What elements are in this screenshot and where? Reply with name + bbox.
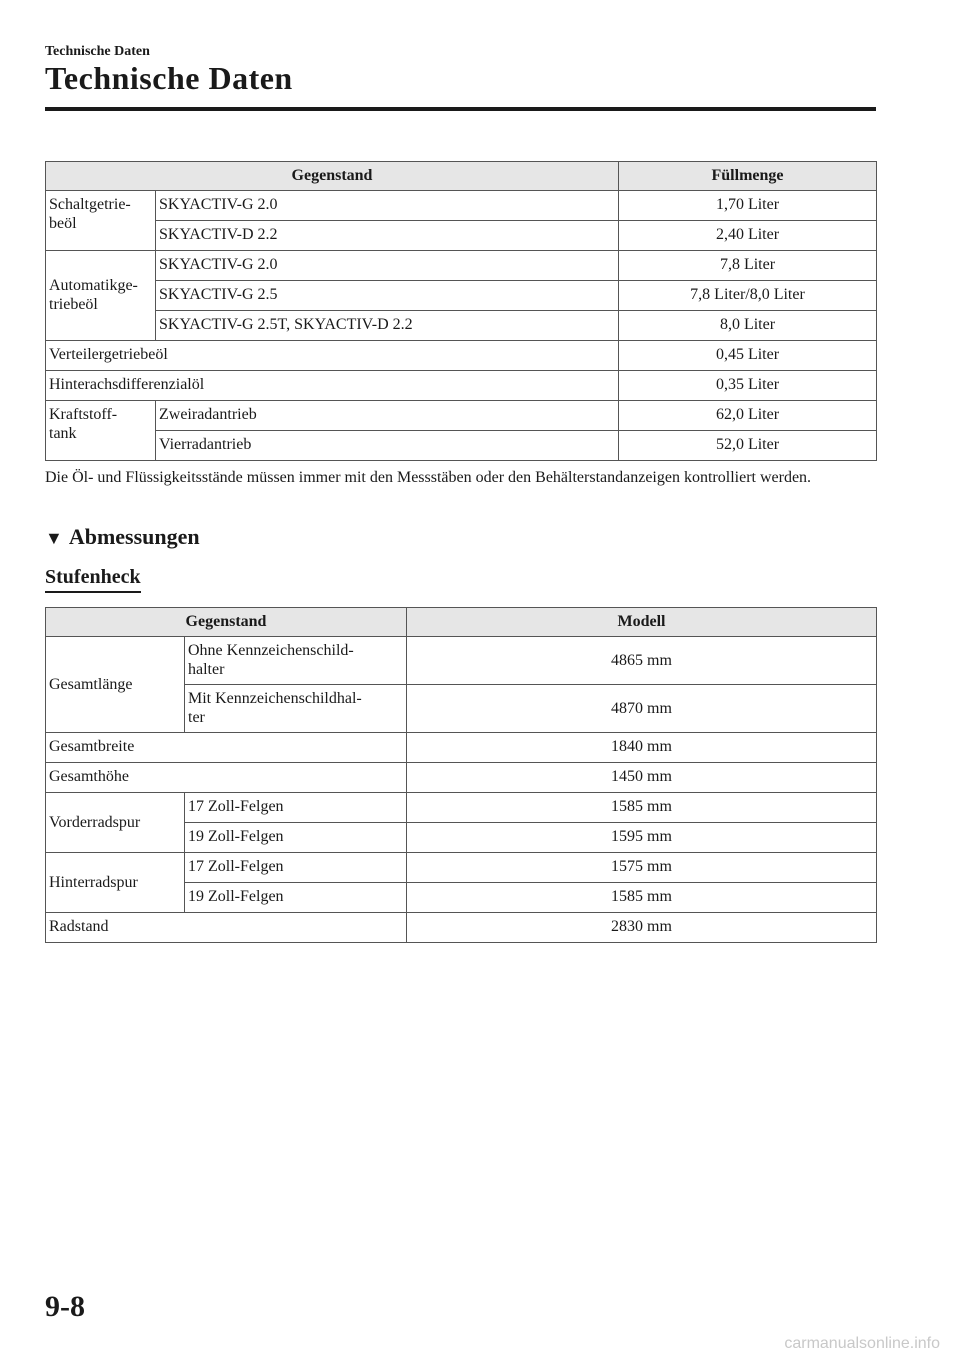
row-value: 1575 mm bbox=[407, 853, 877, 883]
column-header-item: Gegenstand bbox=[46, 608, 407, 637]
column-header-item: Gegenstand bbox=[46, 162, 619, 191]
triangle-down-icon: ▼ bbox=[45, 528, 63, 548]
table-row bbox=[46, 431, 877, 461]
group-label-automatic-gearbox: Automatikge- triebeöl bbox=[46, 251, 156, 341]
row-value: 7,8 Liter bbox=[619, 251, 877, 281]
row-item: Radstand bbox=[46, 913, 407, 943]
group-label-rear-track: Hinterradspur bbox=[46, 853, 185, 913]
table-row bbox=[46, 763, 877, 793]
table-row bbox=[46, 913, 877, 943]
row-value: 1595 mm bbox=[407, 823, 877, 853]
row-value: 8,0 Liter bbox=[619, 311, 877, 341]
page-number: 9-8 bbox=[45, 1290, 85, 1323]
row-item: Hinterachsdifferenzialöl bbox=[46, 371, 619, 401]
table-row bbox=[46, 853, 877, 883]
group-label-total-length: Gesamtlänge bbox=[46, 637, 185, 733]
table-row bbox=[46, 401, 877, 431]
column-header-capacity: Füllmenge bbox=[619, 162, 877, 191]
group-label-manual-gearbox: Schaltgetrie- beöl bbox=[46, 191, 156, 251]
row-value: 1585 mm bbox=[407, 883, 877, 913]
row-value: 4870 mm bbox=[407, 685, 877, 733]
row-value: 52,0 Liter bbox=[619, 431, 877, 461]
row-value: 2,40 Liter bbox=[619, 221, 877, 251]
table-row bbox=[46, 733, 877, 763]
row-item: 17 Zoll-Felgen bbox=[185, 853, 407, 883]
section-heading bbox=[45, 524, 200, 550]
table-header-row bbox=[46, 162, 877, 191]
table-row bbox=[46, 251, 877, 281]
watermark: carmanualsonline.info bbox=[784, 1335, 940, 1352]
row-value: 1,70 Liter bbox=[619, 191, 877, 221]
inspection-note: Die Öl- und Flüssigkeitsstände müssen immer mit den Messstäben oder den Behälterstandanzeigen kontrolliert werden. bbox=[45, 469, 812, 486]
row-item: Verteilergetriebeöl bbox=[46, 341, 619, 371]
row-item: SKYACTIV-D 2.2 bbox=[156, 221, 619, 251]
row-value: 1840 mm bbox=[407, 733, 877, 763]
row-item: 19 Zoll-Felgen bbox=[185, 823, 407, 853]
table-row bbox=[46, 637, 877, 685]
page-title: Technische Daten bbox=[45, 60, 293, 96]
row-item: Ohne Kennzeichenschild- halter bbox=[185, 637, 407, 685]
row-item: Gesamthöhe bbox=[46, 763, 407, 793]
row-item: SKYACTIV-G 2.0 bbox=[156, 191, 619, 221]
row-item: Zweiradantrieb bbox=[156, 401, 619, 431]
row-value: 4865 mm bbox=[407, 637, 877, 685]
table-row bbox=[46, 793, 877, 823]
row-item: 17 Zoll-Felgen bbox=[185, 793, 407, 823]
row-value: 0,35 Liter bbox=[619, 371, 877, 401]
row-value: 1450 mm bbox=[407, 763, 877, 793]
heading-rule bbox=[45, 107, 876, 111]
dimensions-table bbox=[45, 607, 877, 943]
table-row bbox=[46, 371, 877, 401]
running-header: Technische Daten bbox=[45, 44, 150, 59]
table-row bbox=[46, 191, 877, 221]
table-row bbox=[46, 221, 877, 251]
table-row bbox=[46, 341, 877, 371]
row-item: Vierradantrieb bbox=[156, 431, 619, 461]
row-item: SKYACTIV-G 2.5T, SKYACTIV-D 2.2 bbox=[156, 311, 619, 341]
row-value: 0,45 Liter bbox=[619, 341, 877, 371]
row-value: 1585 mm bbox=[407, 793, 877, 823]
row-value: 2830 mm bbox=[407, 913, 877, 943]
row-value: 7,8 Liter/8,0 Liter bbox=[619, 281, 877, 311]
fluid-capacity-table bbox=[45, 161, 877, 461]
row-item: Gesamtbreite bbox=[46, 733, 407, 763]
group-label-fuel-tank: Kraftstoff- tank bbox=[46, 401, 156, 461]
row-item: SKYACTIV-G 2.0 bbox=[156, 251, 619, 281]
row-item: 19 Zoll-Felgen bbox=[185, 883, 407, 913]
table-row bbox=[46, 281, 877, 311]
table-row bbox=[46, 311, 877, 341]
column-header-model: Modell bbox=[407, 608, 877, 637]
group-label-front-track: Vorderradspur bbox=[46, 793, 185, 853]
subsection-heading: Stufenheck bbox=[45, 566, 141, 593]
row-item: Mit Kennzeichenschildhal- ter bbox=[185, 685, 407, 733]
row-value: 62,0 Liter bbox=[619, 401, 877, 431]
table-header-row bbox=[46, 608, 877, 637]
section-heading-text: Abmessungen bbox=[68, 524, 200, 549]
row-item: SKYACTIV-G 2.5 bbox=[156, 281, 619, 311]
